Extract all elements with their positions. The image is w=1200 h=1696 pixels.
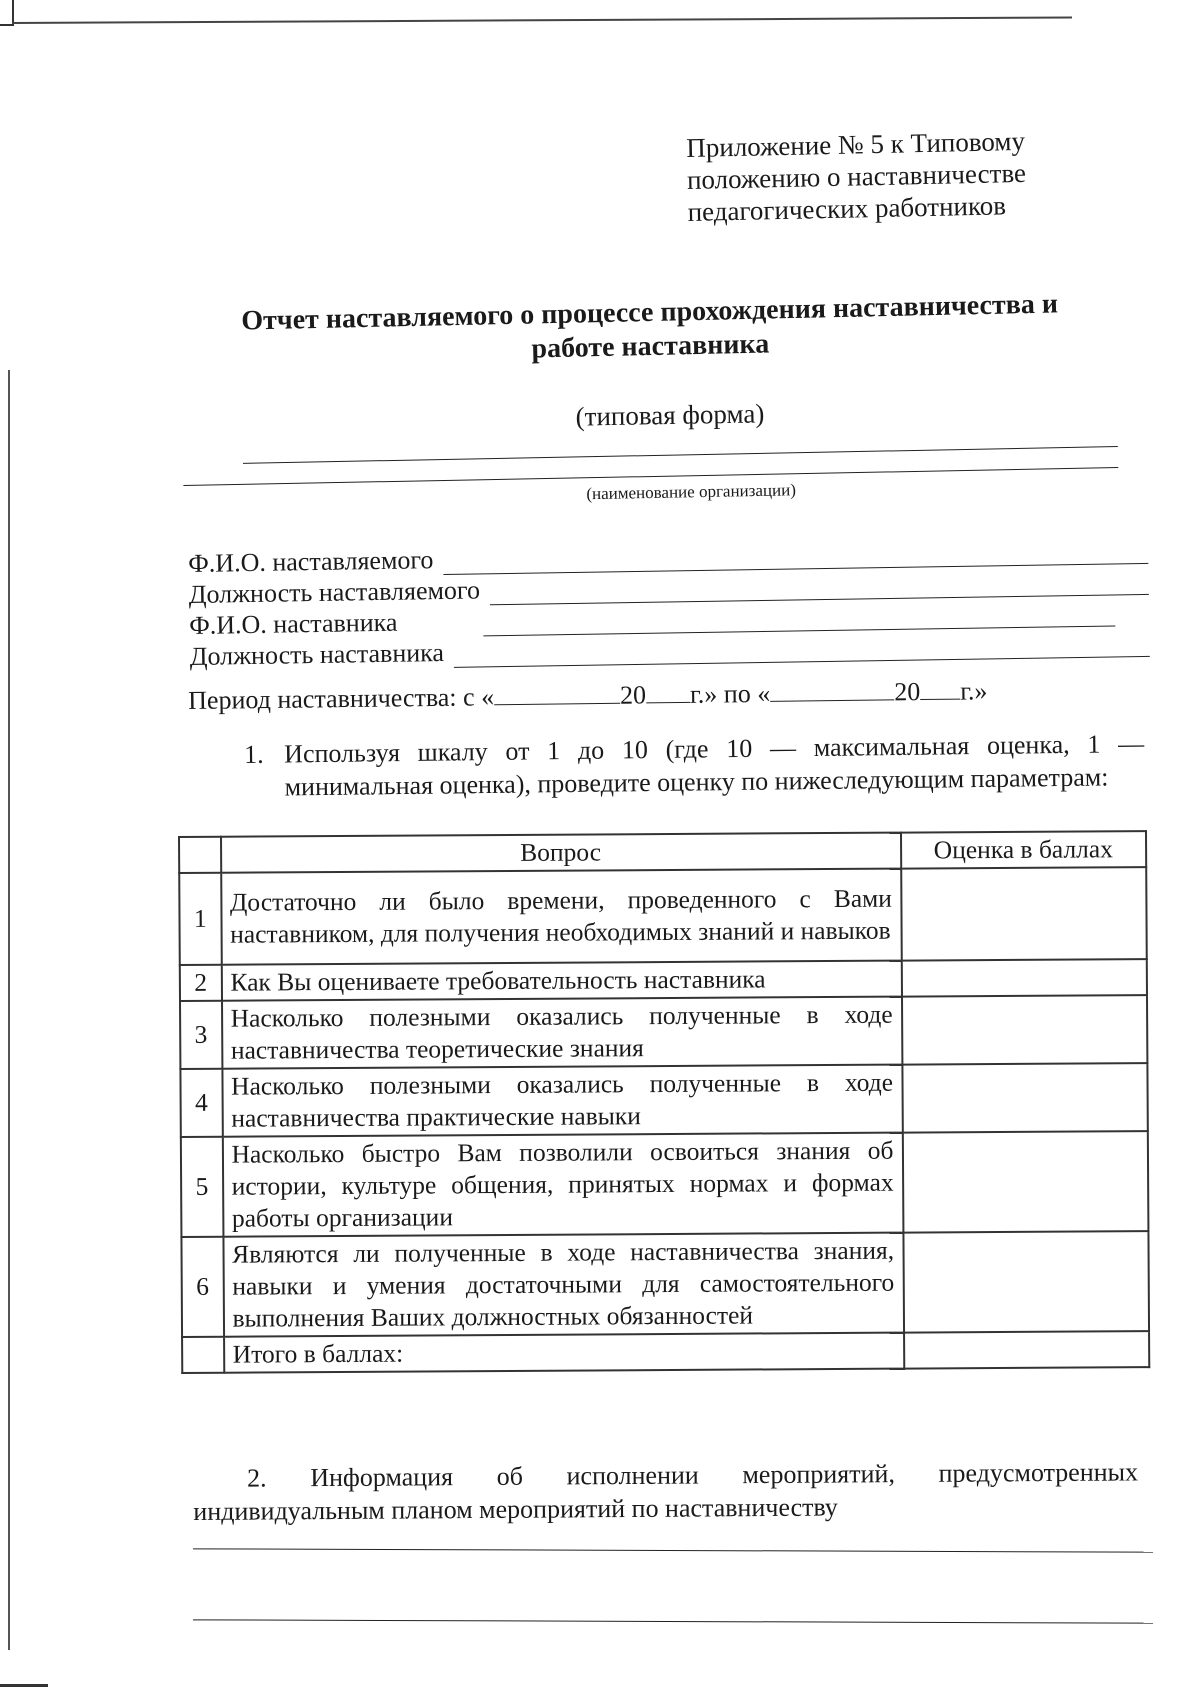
table-row — [180, 1063, 1147, 1137]
row-number: 4 — [180, 1069, 222, 1137]
period-end-blank[interactable] — [770, 677, 894, 702]
table-row — [180, 959, 1147, 1001]
header-question: Вопрос — [221, 833, 901, 873]
appendix-line-2: положению о наставничестве — [686, 157, 1027, 195]
table-row — [181, 1131, 1149, 1237]
row-question: Насколько полезными оказались полученные в ходе наставничества теоретические знания — [222, 997, 902, 1069]
scan-left-edge — [8, 370, 10, 1650]
organization-line-upper[interactable] — [243, 446, 1118, 464]
row-number: 2 — [180, 965, 222, 1001]
personal-fields — [188, 533, 1150, 672]
row-question: Насколько полезными оказались полученные в ходе наставничества практические навыки — [222, 1065, 902, 1137]
row-number: 5 — [181, 1137, 223, 1237]
document-title — [199, 287, 1100, 374]
title-line-2: работе наставника — [531, 328, 770, 365]
field-label: Ф.И.О. наставляемого — [188, 545, 434, 578]
period-start-year-blank[interactable] — [646, 680, 690, 704]
organization-caption: (наименование организации) — [586, 480, 797, 504]
item2-second-line: индивидуальным планом мероприятий по наставничеству — [193, 1492, 838, 1526]
instruction-item-2 — [193, 1455, 1138, 1528]
score-cell[interactable] — [901, 867, 1147, 960]
field-label: Должность наставника — [189, 637, 445, 671]
row-question: Достаточно ли было времени, проведенного с Вами наставником, для получения необходимых знаний и навыков — [221, 869, 901, 965]
title-line-1: Отчет наставляемого о процессе прохождения наставничества и — [241, 288, 1059, 337]
period-year-1: 20 — [619, 680, 647, 710]
organization-block — [183, 446, 1119, 512]
score-cell[interactable] — [903, 1231, 1149, 1332]
table-row — [180, 995, 1147, 1069]
score-cell[interactable] — [902, 1063, 1148, 1132]
answer-area — [193, 1550, 1153, 1622]
period-suffix-1: г.» по « — [689, 678, 771, 709]
table-header-row — [179, 831, 1146, 873]
instruction-item-1 — [244, 727, 1145, 804]
item2-first-line — [193, 1455, 1138, 1495]
total-score-cell[interactable] — [904, 1331, 1150, 1368]
mentor-position-blank[interactable] — [454, 634, 1150, 668]
total-number — [182, 1337, 224, 1373]
table-row — [179, 867, 1147, 965]
item2-word: предусмотренных — [938, 1457, 1139, 1488]
item2-word: исполнении — [566, 1460, 699, 1491]
row-number: 6 — [181, 1237, 223, 1337]
appendix-line-3: педагогических работников — [687, 190, 1007, 227]
item-text: Используя шкалу от 1 до 10 (где 10 — максимальная оценка, 1 — минимальная оценка), проведите оценку по нижеследующим параметрам: — [284, 729, 1145, 802]
appendix-reference — [686, 124, 1088, 228]
table-total-row — [182, 1331, 1149, 1373]
header-score: Оценка в баллах — [901, 831, 1147, 868]
header-number — [179, 837, 221, 873]
row-question: Насколько быстро Вам позволили освоиться знания об истории, культуре общения, принятых нормах и формах работы организации — [222, 1133, 903, 1237]
mentoring-period — [188, 676, 988, 716]
field-label: Ф.И.О. наставника — [188, 607, 398, 640]
row-question: Как Вы оцениваете требовательность наставника — [221, 961, 901, 1001]
score-cell[interactable] — [902, 1131, 1148, 1232]
answer-line-2[interactable] — [193, 1619, 1153, 1623]
item2-word: об — [496, 1461, 524, 1491]
document-subtitle: (типовая форма) — [575, 398, 765, 432]
period-start-blank[interactable] — [494, 681, 620, 706]
table-row — [181, 1231, 1149, 1337]
period-prefix: Период наставничества: с « — [188, 682, 495, 715]
score-cell[interactable] — [902, 995, 1148, 1064]
score-cell[interactable] — [901, 959, 1147, 996]
period-end-year-blank[interactable] — [920, 677, 960, 700]
item2-word: 2. — [247, 1463, 267, 1493]
answer-line-1[interactable] — [193, 1548, 1153, 1552]
field-label: Должность наставляемого — [188, 575, 481, 609]
row-question: Являются ли полученные в ходе наставничества знания, навыки и умения достаточными для самостоятельного выполнения Ваших должностных обязанностей — [223, 1233, 904, 1337]
row-number: 1 — [179, 873, 221, 965]
period-suffix-2: г.» — [960, 676, 988, 706]
total-label: Итого в баллах: — [224, 1333, 904, 1373]
appendix-line-1: Приложение № 5 к Типовому — [686, 125, 1026, 163]
item2-word: Информация — [310, 1462, 454, 1493]
period-year-2: 20 — [894, 677, 921, 707]
row-number: 3 — [180, 1001, 222, 1069]
item-number: 1. — [244, 739, 264, 769]
item2-word: мероприятий, — [742, 1459, 895, 1490]
scan-top-edge — [12, 16, 1072, 24]
scan-bottom-mark — [0, 1684, 48, 1687]
rating-table — [178, 830, 1150, 1374]
